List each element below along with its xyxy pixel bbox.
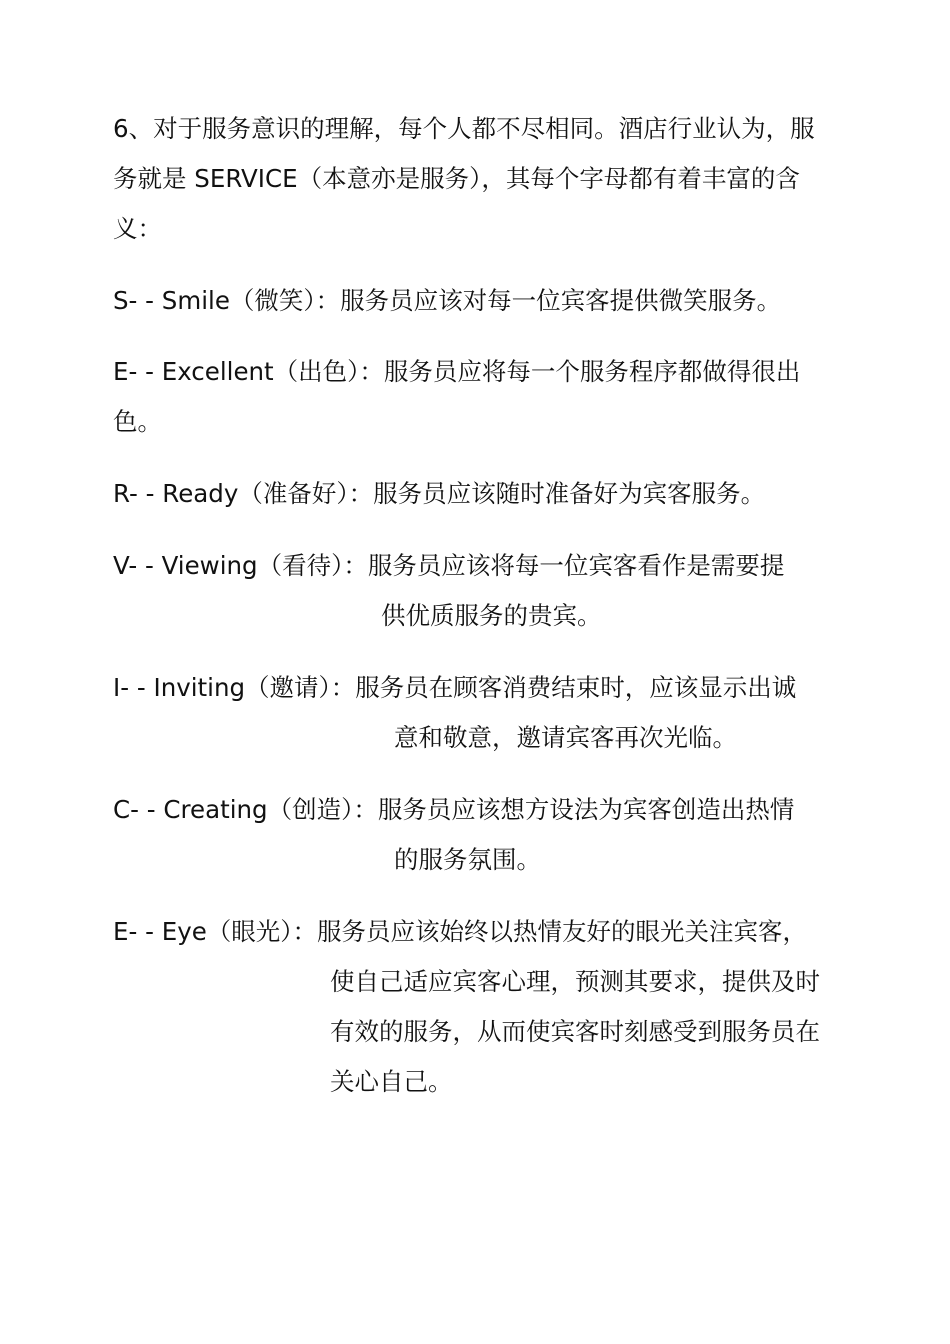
entry-excellent xyxy=(113,347,840,447)
entry-viewing-line-2: 供优质服务的贵宾。 xyxy=(381,601,602,630)
entry-creating-line-1: C- - Creating（创造）：服务员应该想方设法为宾客创造出热情 xyxy=(113,795,795,824)
intro-paragraph xyxy=(113,104,840,254)
entry-inviting-line-2: 意和敬意，邀请宾客再次光临。 xyxy=(394,723,737,752)
intro-line-3: 义： xyxy=(113,214,162,243)
entry-inviting-line-1: I- - Inviting（邀请）：服务员在顾客消费结束时，应该显示出诚 xyxy=(113,673,797,702)
entry-eye-line-2: 使自己适应宾客心理，预测其要求，提供及时 xyxy=(330,967,820,996)
intro-line-1: 6、对于服务意识的理解，每个人都不尽相同。酒店行业认为，服 xyxy=(113,114,815,143)
entry-viewing-line-1: V- - Viewing（看待）：服务员应该将每一位宾客看作是需要提 xyxy=(113,551,785,580)
entry-creating-line-2: 的服务氛围。 xyxy=(394,845,541,874)
entry-excellent-line-2: 色。 xyxy=(113,407,162,436)
entry-eye-line-3: 有效的服务，从而使宾客时刻感受到服务员在 xyxy=(330,1017,820,1046)
entry-smile xyxy=(113,276,840,326)
entry-ready-line-1: R- - Ready（准备好）：服务员应该随时准备好为宾客服务。 xyxy=(113,479,766,508)
entry-viewing xyxy=(113,541,840,641)
entry-inviting xyxy=(113,663,840,763)
entry-eye-line-4: 关心自己。 xyxy=(330,1067,453,1096)
entry-eye-line-1: E- - Eye（眼光）：服务员应该始终以热情友好的眼光关注宾客， xyxy=(113,917,808,946)
entry-ready xyxy=(113,469,840,519)
entry-creating xyxy=(113,785,840,885)
intro-line-2: 务就是 SERVICE（本意亦是服务），其每个字母都有着丰富的含 xyxy=(113,164,800,193)
entry-excellent-line-1: E- - Excellent（出色）：服务员应将每一个服务程序都做得很出 xyxy=(113,357,801,386)
entry-smile-line-1: S- - Smile（微笑）：服务员应该对每一位宾客提供微笑服务。 xyxy=(113,286,782,315)
entry-eye xyxy=(113,907,840,1107)
